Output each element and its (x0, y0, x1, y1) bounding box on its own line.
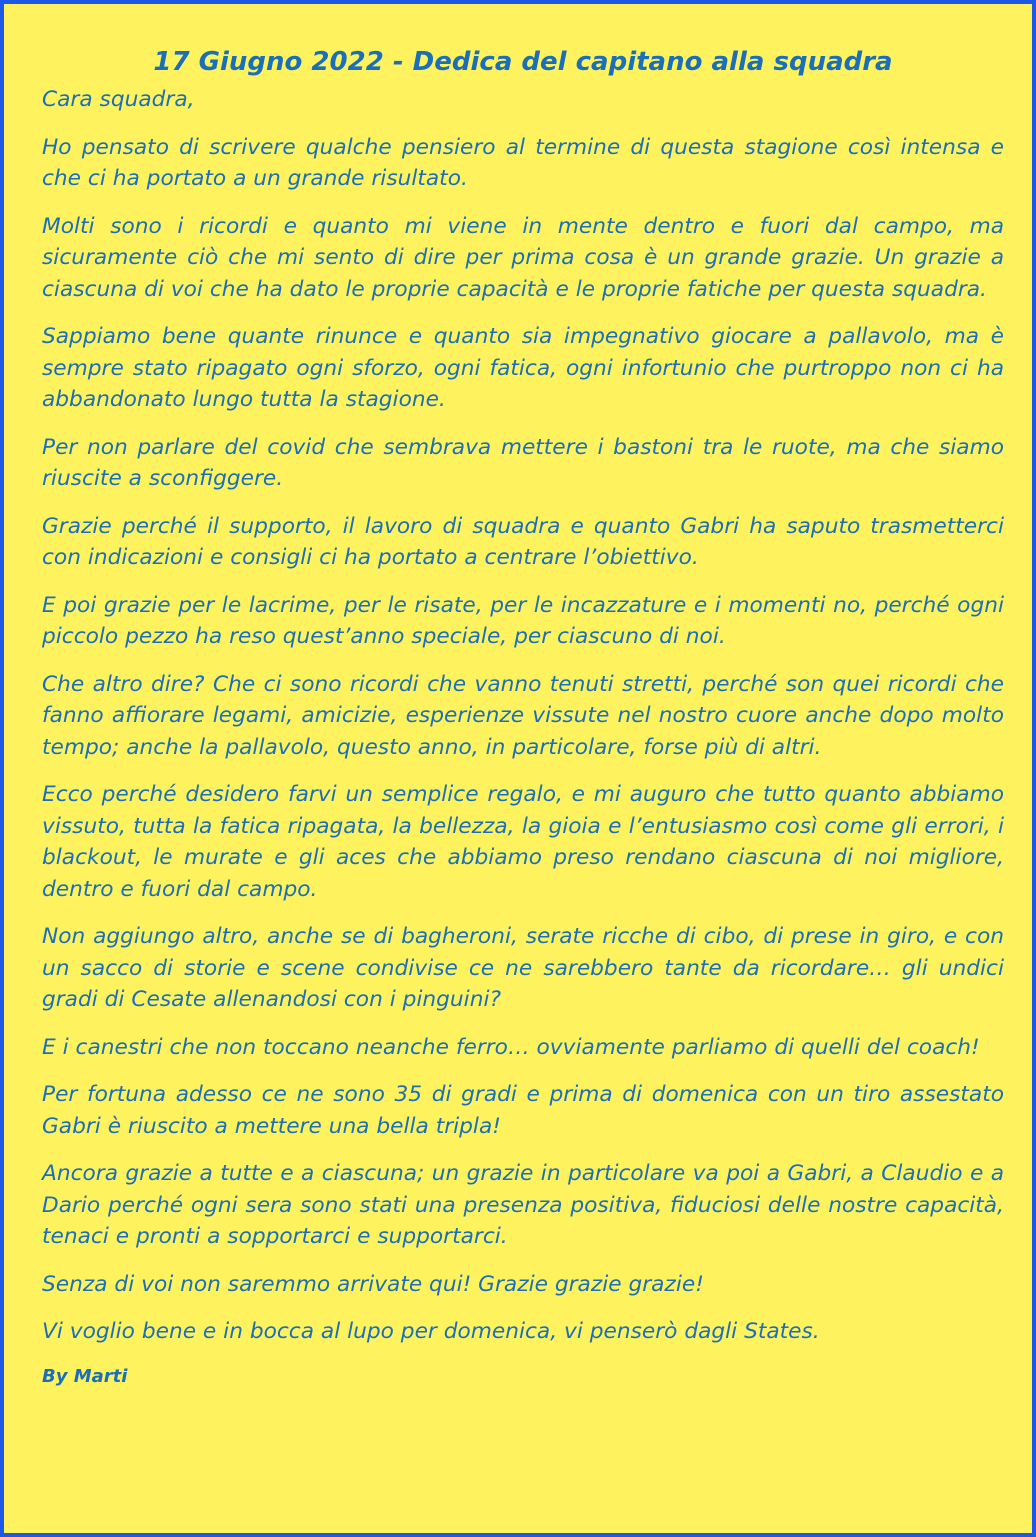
paragraph: Non aggiungo altro, anche se di bagheroni, serate ricche di cibo, di prese in giro, e con un sacco di storie e scene condivise ce ne sarebbero tante da ricordare… gli undici gradi di Cesate allenandosi con i pinguini? (42, 924, 1004, 1012)
paragraph: Ho pensato di scrivere qualche pensiero al termine di questa stagione così intensa e che ci ha portato a un grande risultato. (42, 134, 1004, 191)
letter-title: 17 Giugno 2022 - Dedica del capitano alla squadra (153, 47, 893, 77)
paragraph: Molti sono i ricordi e quanto mi viene in mente dentro e fuori dal campo, ma sicuramente ciò che mi sento di dire per prima cosa è un grande grazie. Un grazie a ciascuna di voi che ha dato le proprie capacità e le proprie fatiche per questa squadra. (42, 213, 1004, 302)
paragraph: Grazie perché il supporto, il lavoro di squadra e quanto Gabri ha saputo trasmetterci con indicazioni e consigli ci ha portato a centrare l’obiettivo. (42, 513, 1004, 570)
paragraph: E i canestri che non toccano neanche ferro… ovviamente parliamo di quelli del coach! (42, 1034, 980, 1060)
paragraph: Che altro dire? Che ci sono ricordi che vanno tenuti stretti, perché son quei ricordi che fanno affiorare legami, amicizie, esperienze vissute nel nostro cuore anche dopo molto tempo; anche la pallavolo, questo anno, in particolare, forse più di altri. (42, 671, 1004, 760)
paragraph: E poi grazie per le lacrime, per le risate, per le incazzature e i momenti no, perché ogni piccolo pezzo ha reso quest’anno speciale, per ciascuno di noi. (42, 592, 1004, 649)
paragraph: Per fortuna adesso ce ne sono 35 di gradi e prima di domenica con un tiro assestato Gabri è riuscito a mettere una bella tripla! (42, 1082, 1004, 1139)
letter-greeting: Cara squadra, (42, 87, 195, 112)
paragraph: Ancora grazie a tutte e a ciascuna; un grazie in particolare va poi a Gabri, a Claudio e a Dario perché ogni sera sono stati una presenza positiva, fiduciosi delle nostre capacità, tenaci e pronti a sopportarci e supportarci. (42, 1161, 1004, 1249)
letter-content (42, 44, 1004, 1390)
paragraph: Senza di voi non saremmo arrivate qui! Grazie grazie grazie! (42, 1271, 704, 1297)
paragraph: Vi voglio bene e in bocca al lupo per domenica, vi penserò dagli States. (42, 1319, 820, 1344)
paragraph: Ecco perché desidero farvi un semplice regalo, e mi auguro che tutto quanto abbiamo vissuto, tutta la fatica ripagata, la bellezza, la gioia e l’entusiasmo così come gli errori, i blackout, le murate e gli aces che abbiamo preso rendano ciascuna di noi migliore, dentro e fuori dal campo. (42, 782, 1004, 902)
paragraph: Sappiamo bene quante rinunce e quanto sia impegnativo giocare a pallavolo, ma è sempre stato ripagato ogni sforzo, ogni fatica, ogni infortunio che purtroppo non ci ha abbandonato lungo tutta la stagione. (42, 324, 1004, 412)
signature: By Marti (42, 1365, 128, 1387)
paragraph: Per non parlare del covid che sembrava mettere i bastoni tra le ruote, ma che siamo riuscite a sconfiggere. (42, 434, 1004, 491)
